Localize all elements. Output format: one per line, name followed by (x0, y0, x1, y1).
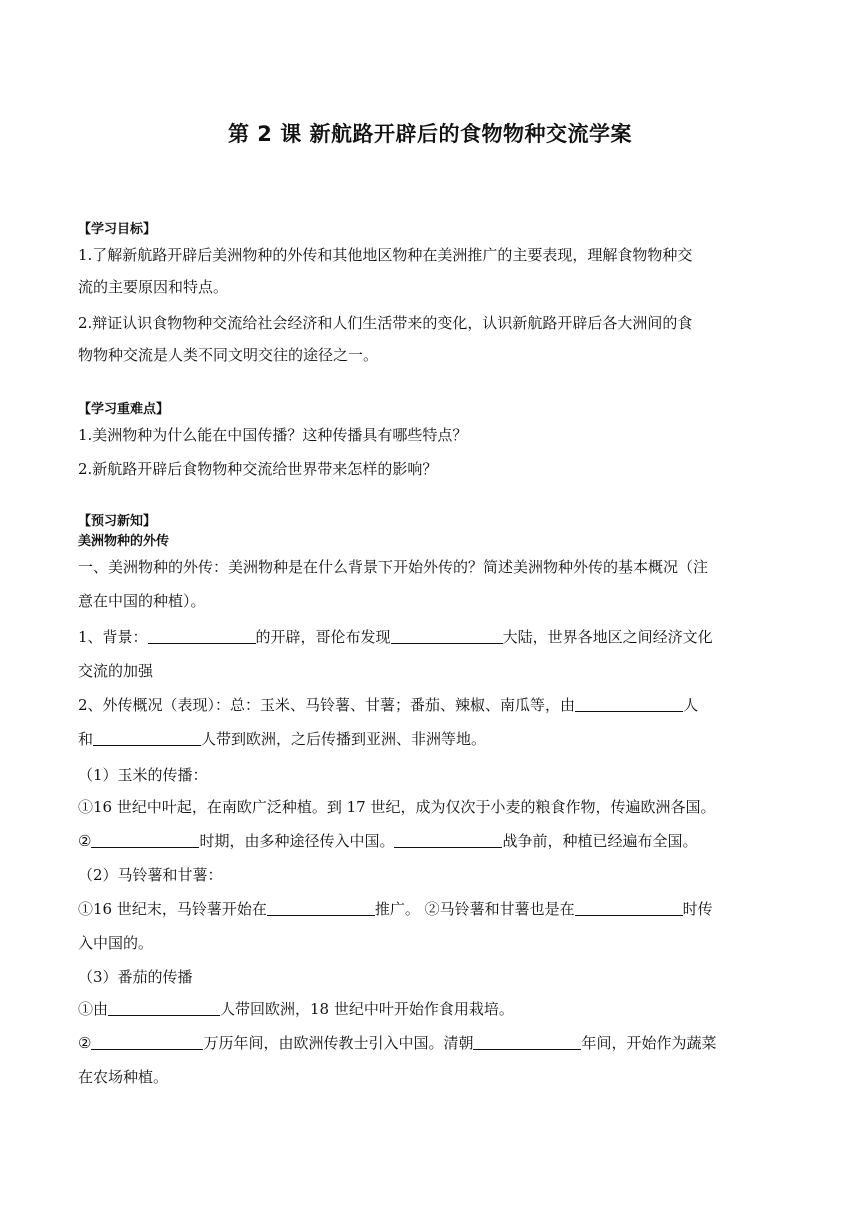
spread-text: 和 (78, 730, 94, 748)
fill-blank[interactable] (148, 629, 256, 644)
spread-text: 2、外传概况（表现）：总：玉米、马铃薯、甘薯；番茄、辣椒、南瓜等，由 (78, 696, 576, 714)
potato-text: ①16 世纪末，马铃薯开始在 (78, 900, 267, 918)
tomato-text: ② (78, 1034, 92, 1052)
question-1-line-2: 意在中国的种植）。 (78, 592, 206, 610)
tomato-text: ①由 (78, 1000, 109, 1018)
corn-text: 时期，由多种途径传入中国。 (199, 832, 395, 850)
fill-blank[interactable] (391, 629, 503, 644)
key-point-1: 1.美洲物种为什么能在中国传播？这种传播具有哪些特点？ (78, 426, 468, 444)
corn-line-1: ①16 世纪中叶起，在南欧广泛种植。到 17 世纪，成为仅次于小麦的粮食作物，传遍欧洲各国。 (78, 798, 716, 816)
goals-line-3: 2.辩证认识食物物种交流给社会经济和人们生活带来的变化，认识新航路开辟后各大洲间的食 (78, 314, 693, 332)
spread-line-2 (78, 728, 783, 749)
key-point-2: 2.新航路开辟后食物物种交流给世界带来怎样的影响？ (78, 460, 438, 478)
document-title: 第 2 课 新航路开辟后的食物物种交流学案 (227, 122, 633, 146)
tomato-line-1 (78, 998, 783, 1019)
tomato-heading: （3）番茄的传播 (78, 968, 193, 986)
preview-heading: 【预习新知】 (78, 514, 157, 529)
potato-line-1 (78, 898, 783, 919)
question-1-line-1: 一、美洲物种的外传：美洲物种是在什么背景下开始外传的？简述美洲物种外传的基本概况（注 (78, 558, 709, 576)
corn-text: 战争前，种植已经遍布全国。 (502, 832, 698, 850)
fill-blank[interactable] (91, 833, 199, 848)
tomato-line-2 (78, 1032, 783, 1053)
corn-heading: （1）玉米的传播： (78, 766, 208, 784)
potato-line-2: 入中国的。 (78, 934, 154, 952)
background-label: 1、背景： (78, 628, 148, 646)
fill-blank[interactable] (108, 1001, 220, 1016)
fill-blank[interactable] (394, 833, 502, 848)
key-points-heading: 【学习重难点】 (78, 402, 170, 417)
tomato-text: 人带回欧洲，18 世纪中叶开始作食用栽培。 (220, 1000, 514, 1018)
potato-text: 时传 (682, 900, 713, 918)
tomato-text: 万历年间，由欧洲传教士引入中国。清朝 (203, 1034, 474, 1052)
fill-blank[interactable] (93, 731, 201, 746)
goals-line-2: 流的主要原因和特点。 (78, 278, 229, 296)
tomato-line-3: 在农场种植。 (78, 1068, 169, 1086)
background-line-2: 交流的加强 (78, 662, 154, 680)
preview-subheading: 美洲物种的外传 (78, 534, 170, 549)
goals-line-4: 物物种交流是人类不同文明交往的途径之一。 (78, 346, 379, 364)
spread-text: 人带到欧洲，之后传播到亚洲、非洲等地。 (201, 730, 487, 748)
background-text: 大陆，世界各地区之间经济文化 (502, 628, 713, 646)
fill-blank[interactable] (91, 1035, 203, 1050)
fill-blank[interactable] (473, 1035, 581, 1050)
goals-line-1: 1.了解新航路开辟后美洲物种的外传和其他地区物种在美洲推广的主要表现，理解食物物种交 (78, 246, 693, 264)
fill-blank[interactable] (267, 901, 375, 916)
spread-line (78, 694, 783, 715)
fill-blank[interactable] (575, 901, 683, 916)
corn-text: ② (78, 832, 92, 850)
goals-heading: 【学习目标】 (78, 222, 157, 237)
spread-text: 人 (683, 696, 699, 714)
background-line (78, 626, 783, 647)
potato-heading: （2）马铃薯和甘薯： (78, 866, 223, 884)
fill-blank[interactable] (575, 697, 683, 712)
tomato-text: 年间，开始作为蔬菜 (581, 1034, 717, 1052)
corn-line-2 (78, 830, 783, 851)
background-text: 的开辟，哥伦布发现 (255, 628, 391, 646)
potato-text: 推广。 ②马铃薯和甘薯也是在 (374, 900, 575, 918)
